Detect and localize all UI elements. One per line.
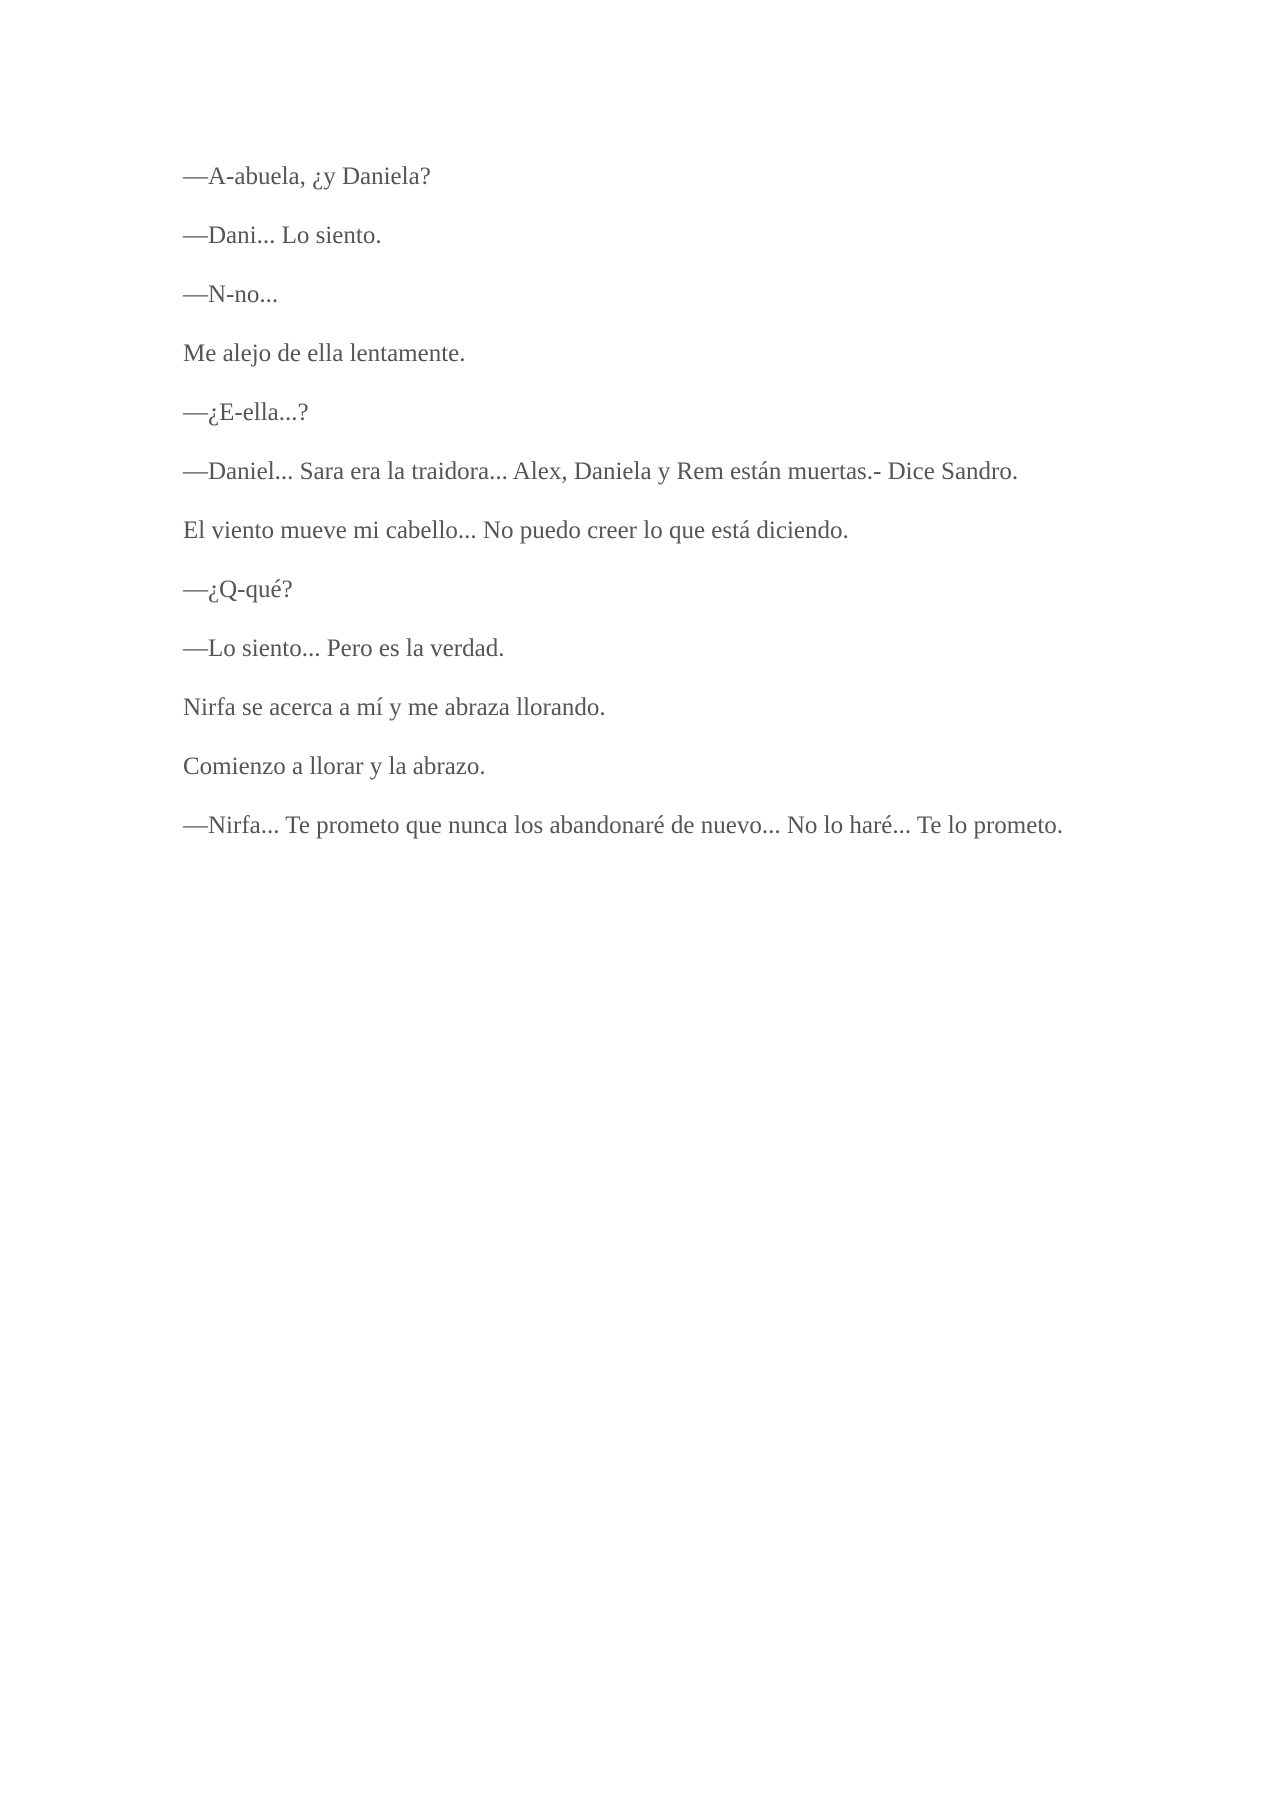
paragraph: Me alejo de ella lentamente. (183, 340, 466, 367)
paragraph: Comienzo a llorar y la abrazo. (183, 753, 486, 780)
document-body (183, 157, 1183, 865)
paragraph: —A-abuela, ¿y Daniela? (183, 163, 431, 190)
paragraph: El viento mueve mi cabello... No puedo creer lo que está diciendo. (183, 517, 849, 544)
paragraph: Nirfa se acerca a mí y me abraza llorando. (183, 694, 606, 721)
paragraph: —¿Q-qué? (183, 576, 293, 603)
paragraph: —Nirfa... Te prometo que nunca los abandonaré de nuevo... No lo haré... Te lo prometo. (183, 812, 1064, 839)
paragraph: —Daniel... Sara era la traidora... Alex, Daniela y Rem están muertas.- Dice Sandro. (183, 458, 1019, 485)
paragraph: —N-no... (183, 281, 279, 308)
paragraph: —Dani... Lo siento. (183, 222, 382, 249)
paragraph: —Lo siento... Pero es la verdad. (183, 635, 505, 662)
paragraph: —¿E-ella...? (183, 399, 309, 426)
